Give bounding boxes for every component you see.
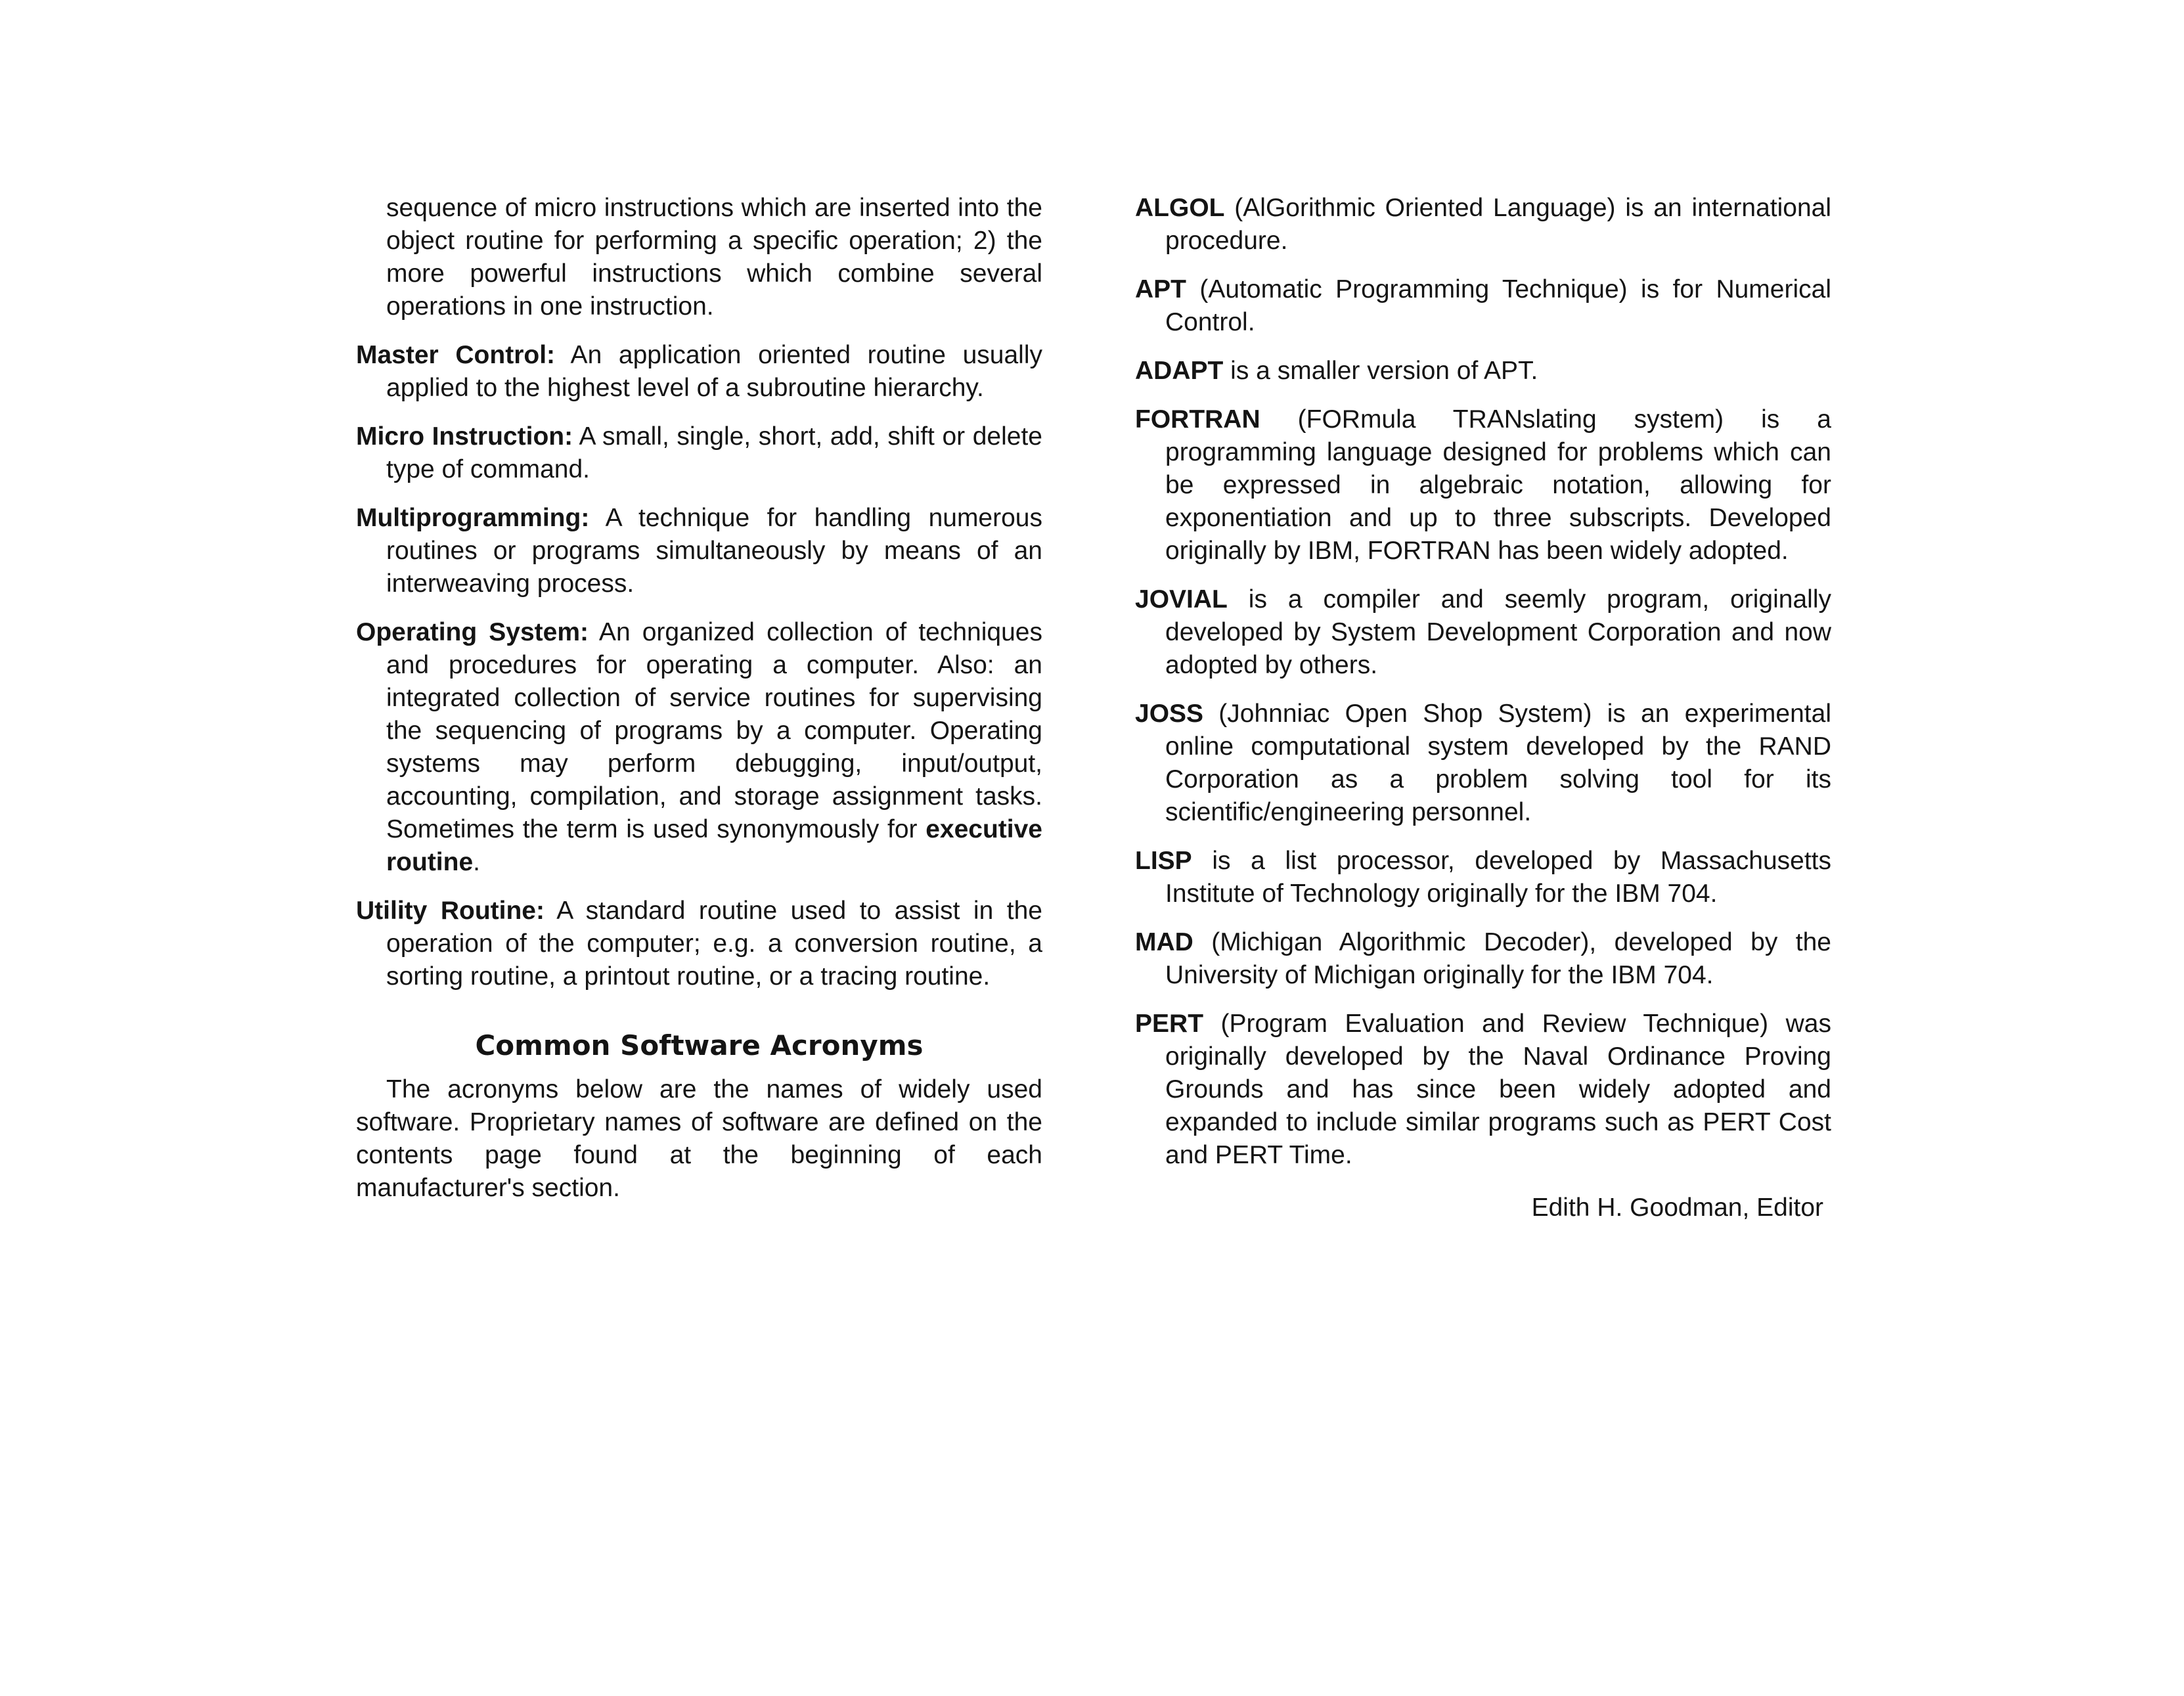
acronym-text: (FORmula TRANslating system) is a programming language designed for problems which can be expressed in algebraic notation, allowing for exponentiation and up to three subscripts. Developed originally by IBM, FORTRAN has been widely adopted. [1165,405,1831,565]
acronym-term: ALGOL [1135,194,1225,222]
definition-utility-routine [356,895,1042,993]
left-column [356,192,1042,1205]
definition-text: A technique for handling numerous routines or programs simultaneously by means of an interweaving process. [386,504,1042,598]
acronym-term: MAD [1135,928,1193,956]
acronym-text: (Automatic Programming Technique) is for Numerical Control. [1165,275,1831,336]
intro-paragraph: The acronyms below are the names of widely used software. Proprietary names of software are defined on the contents page found at the beginning of each manufacturer's section. [356,1075,1042,1202]
acronym-pert [1135,1008,1831,1172]
acronym-fortran [1135,403,1831,568]
acronym-term: PERT [1135,1010,1204,1038]
acronym-term: APT [1135,275,1186,303]
definition-term: Utility Routine: [356,897,545,925]
definition-term: Micro Instruction: [356,422,573,451]
acronym-adapt [1135,355,1831,388]
acronym-text: (AlGorithmic Oriented Language) is an international procedure. [1165,194,1831,255]
definition-operating-system [356,616,1042,879]
definition-term: Master Control: [356,341,556,369]
acronym-text: is a compiler and seemly program, originally developed by System Development Corporation and now adopted by others. [1165,585,1831,679]
definition-multiprogramming [356,502,1042,600]
definition-emphasis: executive routine [386,815,1042,876]
continued-definition [356,192,1042,323]
definition-text: An organized collection of techniques and procedures for operating a computer. Also: an integrated collection of service routines for supervising the sequencing of programs by a computer. Operating systems may perform debugging, input/output, accounting, compilation, and storage assignment tasks. Sometimes the term is used synonymously for [386,618,1042,843]
acronym-algol [1135,192,1831,257]
definition-term: Multiprogramming: [356,504,590,532]
acronym-mad [1135,926,1831,992]
right-column [1135,192,1831,1224]
acronym-term: JOVIAL [1135,585,1228,614]
section-heading: Common Software Acronyms [475,1029,924,1061]
acronym-term: JOSS [1135,700,1204,728]
definition-tail: . [473,848,481,876]
acronym-term: LISP [1135,847,1192,875]
acronym-text: (Michigan Algorithmic Decoder), developed by the University of Michigan originally for the IBM 704. [1165,928,1831,989]
definition-master-control [356,339,1042,405]
definition-text: A standard routine used to assist in the operation of the computer; e.g. a conversion routine, a sorting routine, a printout routine, or a tracing routine. [386,897,1042,991]
editor-signature: Edith H. Goodman, Editor [1531,1194,1823,1222]
acronym-term: ADAPT [1135,357,1224,385]
acronym-text: is a list processor, developed by Massachusetts Institute of Technology originally for the IBM 704. [1165,847,1831,908]
acronym-text: is a smaller version of APT. [1223,357,1538,385]
acronym-apt [1135,273,1831,339]
definition-text: An application oriented routine usually applied to the highest level of a subroutine hierarchy. [386,341,1043,402]
continued-definition-text: sequence of micro instructions which are inserted into the object routine for performing a specific operation; 2) the more powerful instructions which combine several operations in one instruction. [386,194,1042,321]
definition-term: Operating System: [356,618,589,646]
acronym-text: (Johnniac Open Shop System) is an experimental online computational system developed by the RAND Corporation as a problem solving tool for its scientific/engineering personnel. [1165,700,1831,826]
acronym-text: (Program Evaluation and Review Technique) was originally developed by the Naval Ordinance Proving Grounds and has since been widely adopted and expanded to include similar programs such as PERT Cost and PERT Time. [1165,1010,1831,1169]
definition-text: A small, single, short, add, shift or delete type of command. [386,422,1042,483]
acronym-term: FORTRAN [1135,405,1260,434]
definition-micro-instruction [356,420,1042,486]
acronym-lisp [1135,845,1831,910]
acronym-jovial [1135,583,1831,682]
acronym-joss [1135,698,1831,829]
